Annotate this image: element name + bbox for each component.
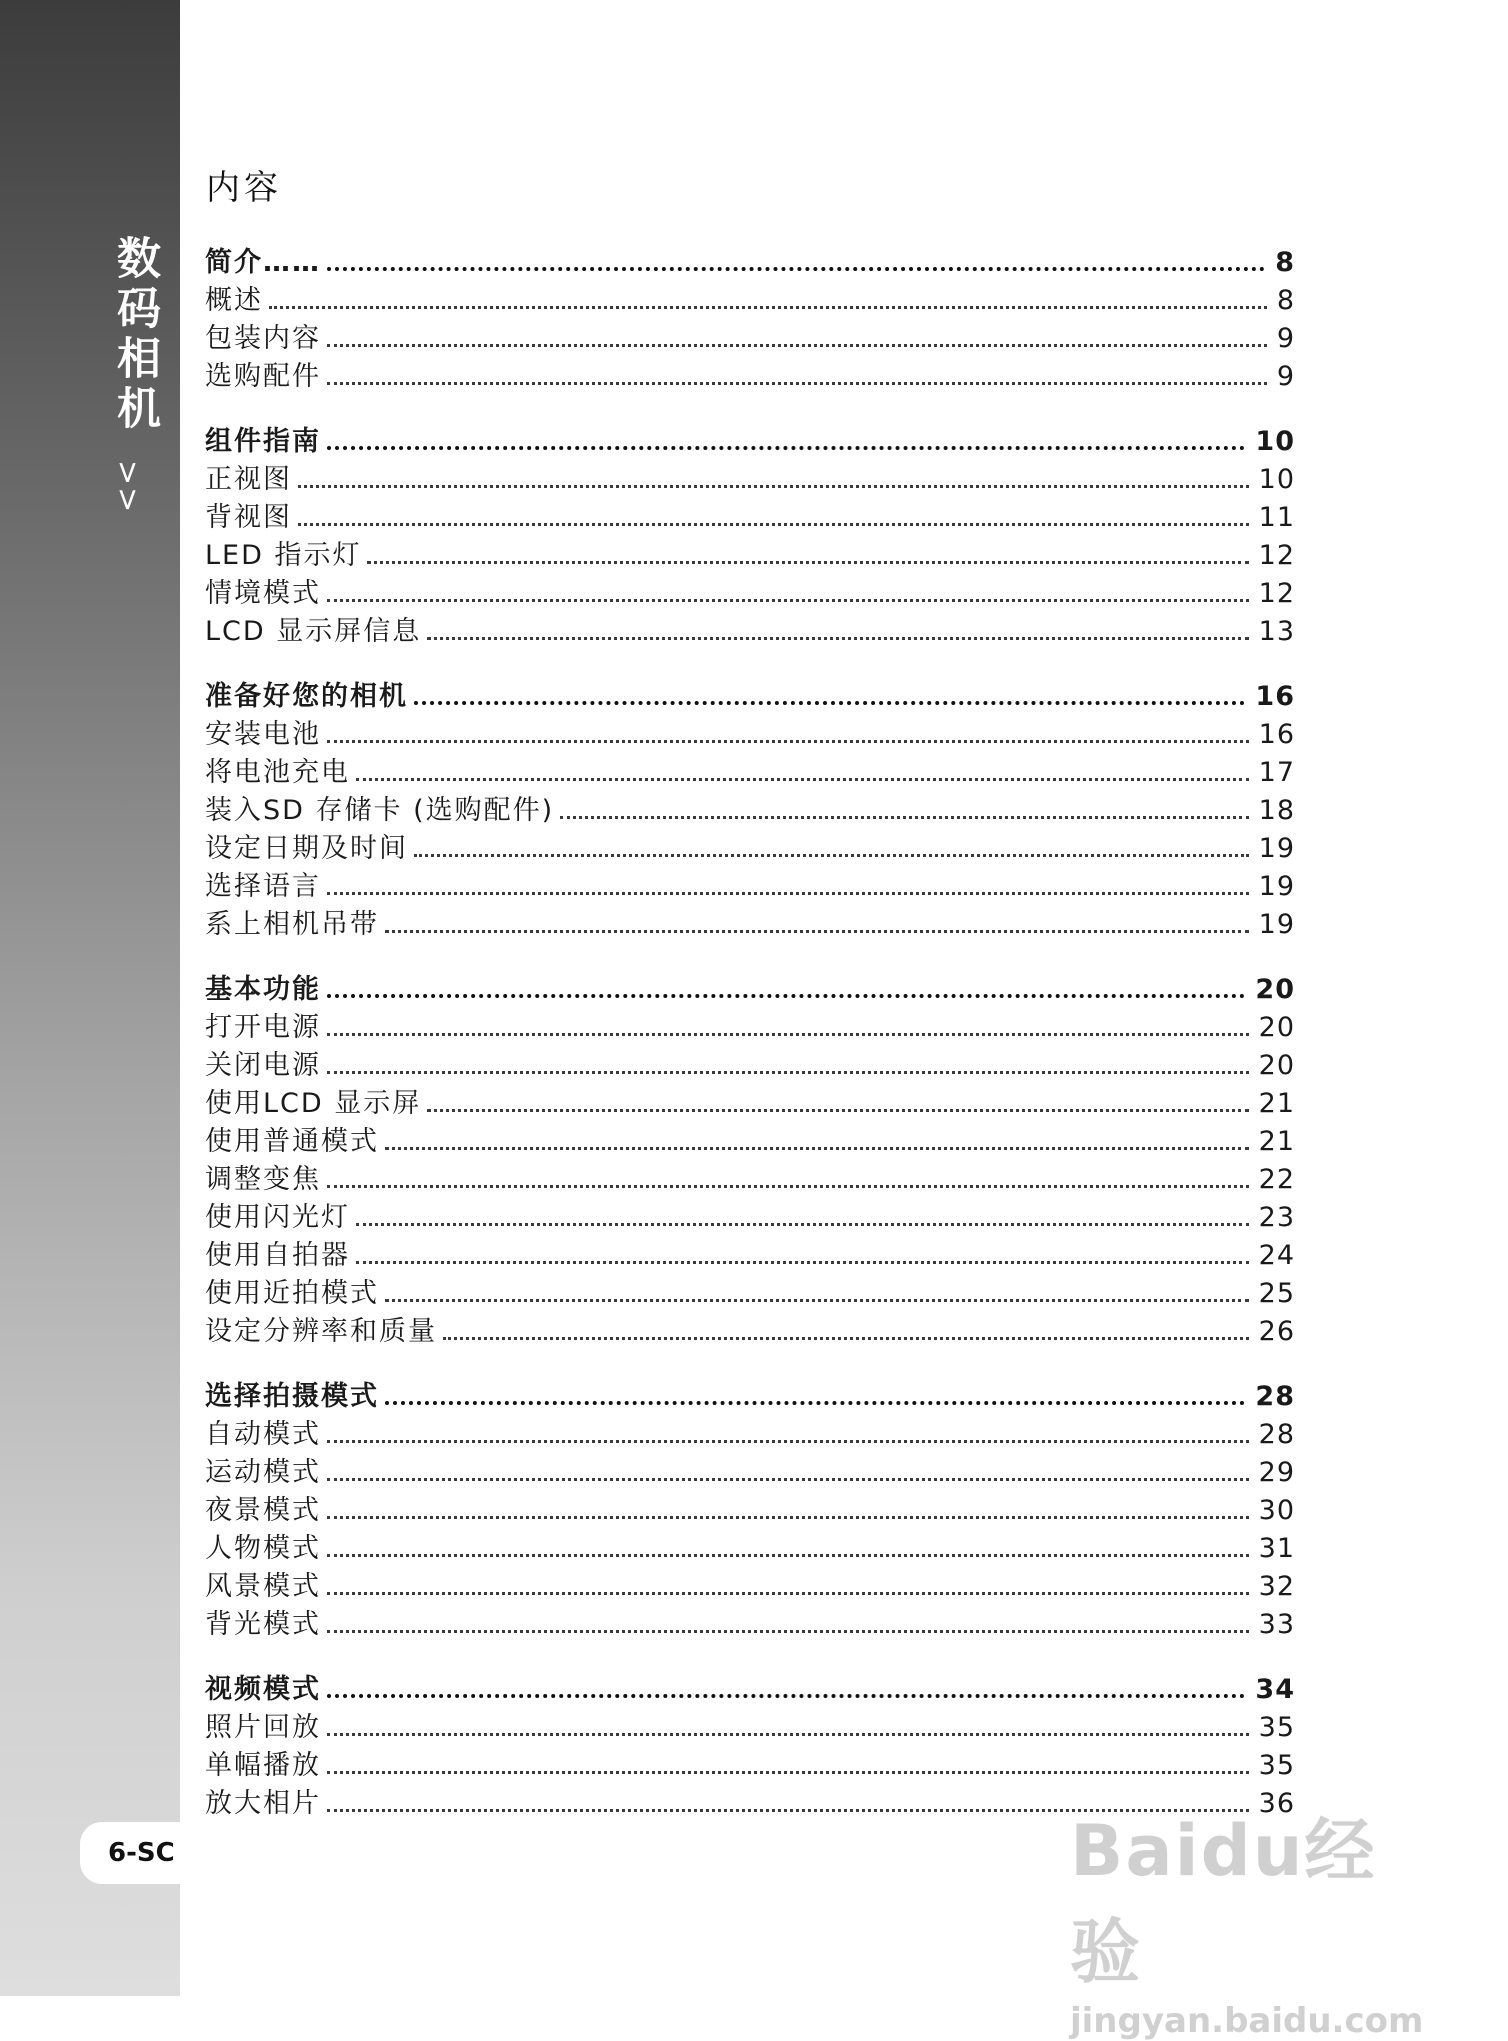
table-of-contents [205,240,1295,1846]
toc-entry-page: 28 [1255,1381,1295,1412]
toc-entry-label: 正视图 [205,464,292,495]
dot-leader [560,816,1248,819]
toc-entry-page: 17 [1258,757,1295,788]
toc-entry-page: 30 [1258,1495,1295,1526]
toc-entry-label: 关闭电源 [205,1050,321,1081]
toc-entry-label: 安装电池 [205,719,321,750]
toc-entry[interactable] [205,1195,1295,1233]
toc-entry-label: 概述 [205,285,263,316]
toc-entry-label: 使用近拍模式 [205,1278,379,1309]
dot-leader [327,1694,1245,1698]
toc-entry-page: 25 [1258,1278,1295,1309]
dot-leader [327,599,1249,602]
dot-leader [327,382,1267,385]
toc-section [205,967,1295,1347]
dot-leader [327,1592,1249,1595]
toc-entry-label: 选购配件 [205,361,321,392]
dot-leader [327,994,1245,998]
dot-leader [298,485,1249,488]
toc-section [205,419,1295,647]
toc-entry-label: 人物模式 [205,1533,321,1564]
toc-entry-page: 19 [1258,871,1295,902]
toc-entry-page: 12 [1258,540,1295,571]
toc-entry[interactable] [205,1743,1295,1781]
dot-leader [414,854,1249,857]
toc-section-heading[interactable] [205,240,1295,278]
toc-entry-page: 29 [1258,1457,1295,1488]
toc-section-heading[interactable] [205,419,1295,457]
toc-entry[interactable] [205,1488,1295,1526]
toc-entry-page: 13 [1258,616,1295,647]
toc-entry-label: 使用自拍器 [205,1240,350,1271]
toc-entry-label: 简介…… [205,247,321,278]
toc-entry-label: 自动模式 [205,1419,321,1450]
toc-entry-label: 情境模式 [205,578,321,609]
toc-entry[interactable] [205,495,1295,533]
dot-leader [443,1337,1249,1340]
toc-entry-page: 23 [1258,1202,1295,1233]
toc-section-heading[interactable] [205,967,1295,1005]
toc-entry[interactable] [205,1412,1295,1450]
toc-entry[interactable] [205,316,1295,354]
toc-entry-label: 风景模式 [205,1571,321,1602]
dot-leader [327,1516,1249,1519]
toc-entry-label: 调整变焦 [205,1164,321,1195]
toc-entry-page: 8 [1276,285,1295,316]
toc-entry-label: 视频模式 [205,1674,321,1705]
toc-entry-label: 背光模式 [205,1609,321,1640]
toc-entry-label: 包装内容 [205,323,321,354]
dot-leader [298,523,1249,526]
toc-entry[interactable] [205,354,1295,392]
toc-entry[interactable] [205,1157,1295,1195]
toc-entry[interactable] [205,864,1295,902]
toc-entry[interactable] [205,1450,1295,1488]
toc-entry-page: 32 [1258,1571,1295,1602]
toc-entry-page: 20 [1258,1050,1295,1081]
toc-entry[interactable] [205,533,1295,571]
toc-section-heading[interactable] [205,1374,1295,1412]
toc-entry[interactable] [205,278,1295,316]
toc-entry-label: 使用闪光灯 [205,1202,350,1233]
watermark-url: jingyan.baidu.com [1070,2001,1424,2041]
dot-leader [327,1630,1249,1633]
toc-entry[interactable] [205,1005,1295,1043]
page-title: 内容 [206,168,282,208]
toc-entry-page: 35 [1258,1712,1295,1743]
toc-entry-page: 21 [1258,1126,1295,1157]
dot-leader [427,1109,1248,1112]
toc-entry-label: 选择语言 [205,871,321,902]
toc-entry-label: 背视图 [205,502,292,533]
dot-leader [327,1554,1249,1557]
toc-entry-page: 8 [1275,247,1295,278]
toc-entry[interactable] [205,609,1295,647]
dot-leader [367,561,1248,564]
toc-entry-page: 10 [1255,426,1295,457]
toc-entry-label: 使用LCD 显示屏 [205,1088,422,1119]
dot-leader [427,637,1248,640]
dot-leader [327,1071,1249,1074]
toc-entry[interactable] [205,788,1295,826]
toc-entry-page: 26 [1258,1316,1295,1347]
toc-entry-page: 24 [1258,1240,1295,1271]
side-title: 数码相机 [109,235,160,435]
toc-entry-label: LED 指示灯 [205,540,362,571]
dot-leader [414,701,1245,705]
dot-leader [385,1299,1249,1302]
toc-entry-page: 21 [1258,1088,1295,1119]
dot-leader [327,344,1267,347]
toc-entry-page: 16 [1255,681,1295,712]
dot-leader [327,1033,1249,1036]
baidu-watermark [1070,1795,1430,2041]
toc-entry-page: 20 [1255,974,1295,1005]
toc-entry-page: 9 [1276,323,1295,354]
toc-entry-page: 20 [1258,1012,1295,1043]
toc-entry-page: 35 [1258,1750,1295,1781]
toc-entry-label: 设定分辨率和质量 [205,1316,437,1347]
toc-entry-page: 36 [1258,1788,1295,1819]
dot-leader [356,778,1249,781]
toc-entry-page: 28 [1258,1419,1295,1450]
toc-section-heading[interactable] [205,1667,1295,1705]
toc-entry-page: 31 [1258,1533,1295,1564]
toc-section [205,674,1295,940]
toc-entry[interactable] [205,712,1295,750]
dot-leader [356,1261,1249,1264]
toc-entry-page: 10 [1258,464,1295,495]
toc-entry-label: 使用普通模式 [205,1126,379,1157]
dot-leader [327,1185,1249,1188]
toc-entry[interactable] [205,1705,1295,1743]
toc-entry[interactable] [205,1602,1295,1640]
toc-entry-page: 33 [1258,1609,1295,1640]
toc-section [205,240,1295,392]
sidebar [0,0,180,1996]
toc-entry[interactable] [205,902,1295,940]
toc-entry-label: 基本功能 [205,974,321,1005]
dot-leader [327,446,1245,450]
toc-entry[interactable] [205,1043,1295,1081]
toc-entry-page: 22 [1258,1164,1295,1195]
toc-entry-page: 19 [1258,909,1295,940]
toc-entry[interactable] [205,1309,1295,1347]
toc-entry-label: 选择拍摄模式 [205,1381,379,1412]
dot-leader [327,1771,1249,1774]
toc-entry[interactable] [205,1081,1295,1119]
toc-section [205,1374,1295,1640]
toc-entry-label: 装入SD 存储卡 (选购配件) [205,795,555,826]
toc-entry[interactable] [205,1271,1295,1309]
dot-leader [269,306,1267,309]
toc-entry-page: 9 [1276,361,1295,392]
dot-leader [385,1147,1249,1150]
toc-entry-label: 照片回放 [205,1712,321,1743]
toc-section-heading[interactable] [205,674,1295,712]
toc-entry[interactable] [205,750,1295,788]
toc-entry-page: 12 [1258,578,1295,609]
dot-leader [327,892,1249,895]
watermark-logo: Baidu经验 [1070,1810,1377,1993]
chevrons-icon: >> [110,460,145,515]
toc-entry[interactable] [205,1564,1295,1602]
toc-entry-label: 将电池充电 [205,757,350,788]
toc-entry-label: 组件指南 [205,426,321,457]
dot-leader [327,1733,1249,1736]
toc-entry[interactable] [205,1233,1295,1271]
page-number: 6-SC [108,1838,175,1868]
toc-entry[interactable] [205,826,1295,864]
toc-entry-label: 运动模式 [205,1457,321,1488]
toc-entry[interactable] [205,1526,1295,1564]
toc-entry-label: 单幅播放 [205,1750,321,1781]
toc-entry-page: 18 [1258,795,1295,826]
toc-entry[interactable] [205,1119,1295,1157]
toc-entry[interactable] [205,571,1295,609]
dot-leader [385,930,1249,933]
toc-entry-label: 准备好您的相机 [205,681,408,712]
toc-entry-page: 11 [1258,502,1295,533]
toc-entry-label: 打开电源 [205,1012,321,1043]
toc-entry-label: 放大相片 [205,1788,321,1819]
dot-leader [327,1440,1249,1443]
toc-entry-label: 系上相机吊带 [205,909,379,940]
toc-entry-page: 34 [1255,1674,1295,1705]
dot-leader [356,1223,1249,1226]
toc-entry-label: LCD 显示屏信息 [205,616,422,647]
toc-entry-label: 夜景模式 [205,1495,321,1526]
dot-leader [385,1401,1245,1405]
dot-leader [327,267,1265,271]
dot-leader [327,740,1249,743]
toc-entry-label: 设定日期及时间 [205,833,408,864]
toc-entry[interactable] [205,457,1295,495]
toc-entry-page: 19 [1258,833,1295,864]
dot-leader [327,1478,1249,1481]
toc-entry-page: 16 [1258,719,1295,750]
